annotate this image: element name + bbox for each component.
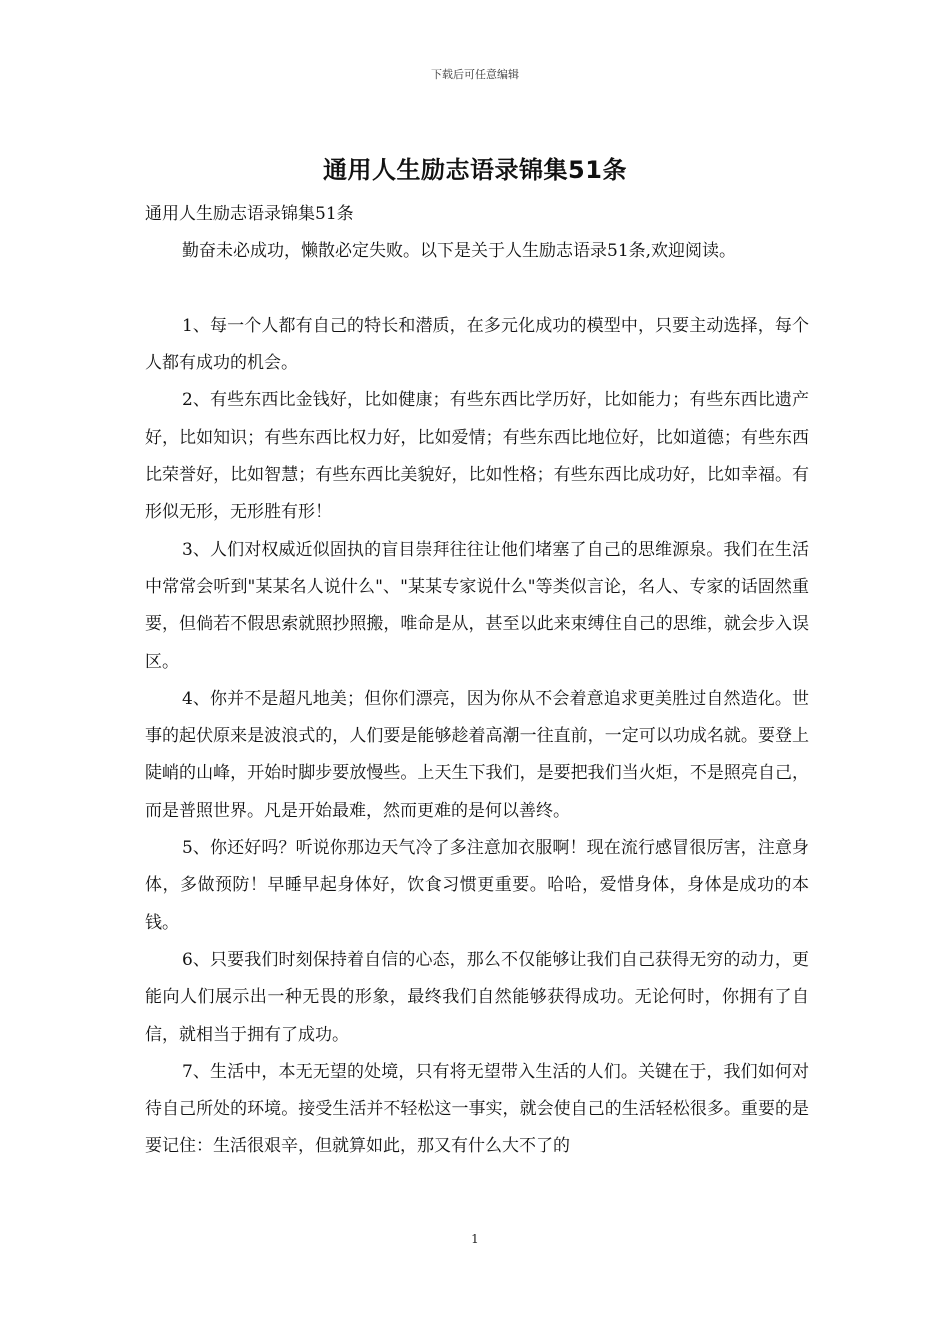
quote-item-7: 7、生活中，本无无望的处境，只有将无望带入生活的人们。关键在于，我们如何对待自己所处的环境。接受生活并不轻松这一事实，就会使自己的生活轻松很多。重要的是要记住：生活很艰辛，但就算如此，那又有什么大不了的 xyxy=(145,1061,809,1157)
page-header-note: 下载后可任意编辑 xyxy=(431,68,519,81)
quote-item-5: 5、你还好吗？听说你那边天气冷了多注意加衣服啊！现在流行感冒很厉害，注意身体，多做预防！早睡早起身体好，饮食习惯更重要。哈哈，爱惜身体，身体是成功的本钱。 xyxy=(145,838,809,933)
quote-item-3: 3、人们对权威近似固执的盲目崇拜往往让他们堵塞了自己的思维源泉。我们在生活中常常会听到"某某名人说什么"、"某某专家说什么"等类似言论，名人、专家的话固然重要，但倘若不假思索就照抄照搬，唯命是从，甚至以此来束缚住自己的思维，就会步入误区。 xyxy=(145,539,809,672)
quote-item-6: 6、只要我们时刻保持着自信的心态，那么不仅能够让我们自己获得无穷的动力，更能向人们展示出一种无畏的形象，最终我们自然能够获得成功。无论何时，你拥有了自信，就相当于拥有了成功。 xyxy=(145,949,809,1045)
document-title: 通用人生励志语录锦集51条 xyxy=(323,156,627,184)
intro-paragraph: 勤奋未必成功，懒散必定失败。以下是关于人生励志语录51条,欢迎阅读。 xyxy=(182,241,737,262)
document-subtitle: 通用人生励志语录锦集51条 xyxy=(145,204,354,224)
document-body xyxy=(145,196,809,1166)
quote-item-4: 4、你并不是超凡地美；但你们漂亮，因为你从不会着意追求更美胜过自然造化。世事的起伏原来是波浪式的，人们要是能够趁着高潮一往直前，一定可以功成名就。要登上陡峭的山峰，开始时脚步要放慢些。上天生下我们，是要把我们当火炬，不是照亮自己，而是普照世界。凡是开始最难，然而更难的是何以善终。 xyxy=(145,688,809,821)
quote-item-2: 2、有些东西比金钱好，比如健康；有些东西比学历好，比如能力；有些东西比遗产好，比如知识；有些东西比权力好，比如爱情；有些东西比地位好，比如道德；有些东西比荣誉好，比如智慧；有些东西比美貌好，比如性格；有些东西比成功好，比如幸福。有形似无形，无形胜有形！ xyxy=(145,390,809,523)
page-number: 1 xyxy=(471,1232,479,1246)
paragraph-spacer xyxy=(145,271,809,308)
quote-item-1: 1、每一个人都有自己的特长和潜质，在多元化成功的模型中，只要主动选择，每个人都有成功的机会。 xyxy=(145,315,809,374)
